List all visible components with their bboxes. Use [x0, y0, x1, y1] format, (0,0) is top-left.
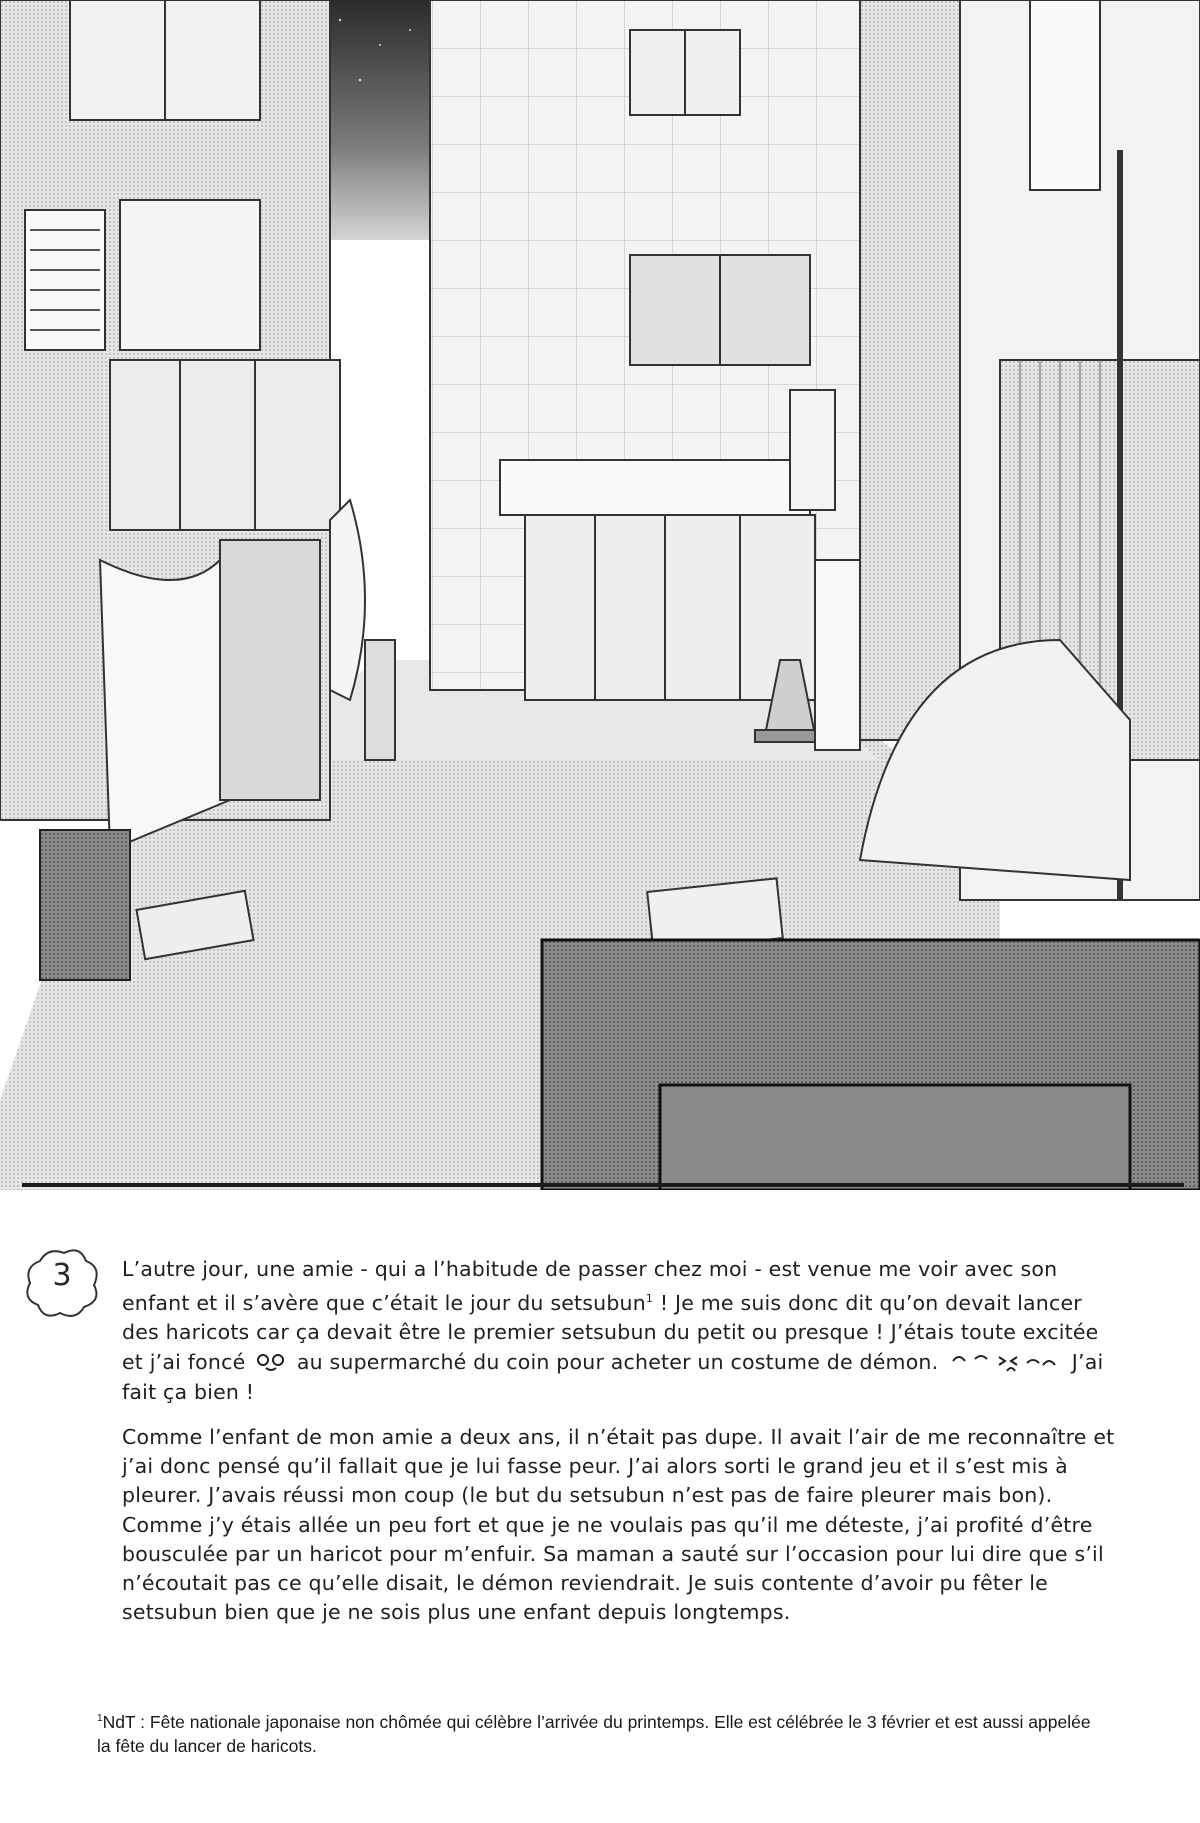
footnote-marker: 1 [97, 1713, 103, 1724]
panel-border [22, 1183, 1184, 1187]
note-text-part-4: J’ai fait ça bien ! [122, 1350, 1104, 1404]
note-number: 3 [52, 1258, 72, 1293]
excited-face-icon [252, 1351, 290, 1373]
note-text-part-2: ! Je me suis donc dit qu’on devait lancer des haricots car ça devait être le premier setsubun du petit ou presque ! J’étais toute excitée et j’ai foncé [122, 1291, 1099, 1375]
note-text-part-1: L’autre jour, une amie - qui a l’habitude de passer chez moi - est venue me voir avec son enfant et il s’avère que c’était le jour du setsubun [122, 1257, 1058, 1316]
note-text-part-3: au supermarché du coin pour acheter un costume de démon. [290, 1350, 939, 1375]
footnote [97, 1707, 1097, 1758]
footnote-text: NdT : Fête nationale japonaise non chômée qui célèbre l’arrivée du printemps. Elle est célébrée le 3 février et est aussi appelée la fête du lancer de haricots. [97, 1711, 1091, 1756]
note-paragraph-1 [122, 1255, 1122, 1407]
footnote-reference: 1 [645, 1292, 654, 1306]
note-paragraph-2: Comme l’enfant de mon amie a deux ans, il n’était pas dupe. Il avait l’air de me reconnaître et j’ai donc pensé qu’il fallait que je lui fasse peur. J’ai alors sorti le grand jeu et il s’est mis à pleurer. J’avais réussi mon coup (le but du setsubun n’est pas de faire pleurer mais bon). Comme j’y étais allée un peu fort et que je ne voulais pas qu’il me déteste, j’ai profité d’être bousculée par un haricot pour m’enfuir. Sa maman a sauté sur l’occasion pour lui dire que s’il n’écoutait pas ce qu’elle disait, le démon reviendrait. Je suis contente d’avoir pu fêter le setsubun bien que je ne sois plus une enfant depuis longtemps. [122, 1425, 1115, 1625]
cheerful-doodle-icon [945, 1347, 1065, 1375]
